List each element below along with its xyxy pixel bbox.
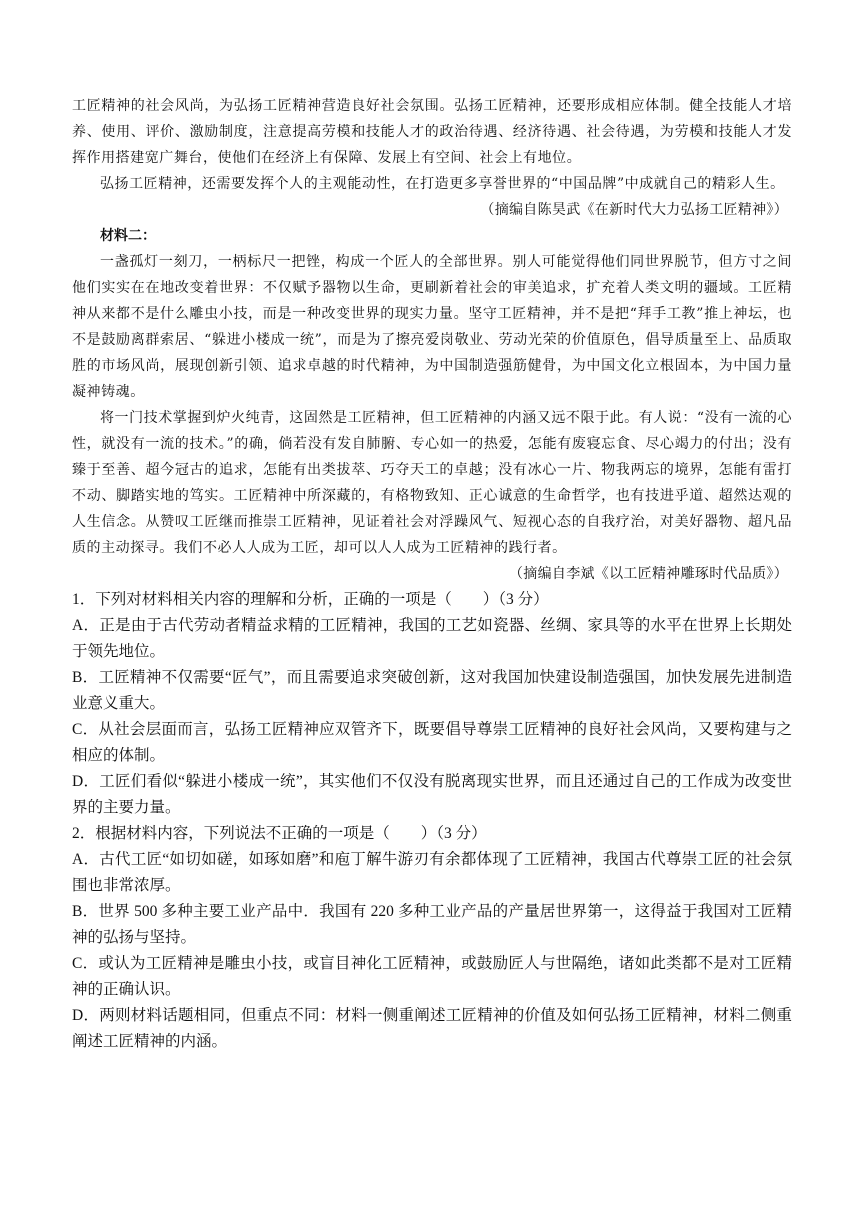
answer-option: B．世界 500 多种主要工业产品中．我国有 220 多种工业产品的产量居世界第一，这得益于我国对工匠精神的弘扬与坚持。 [72,903,792,946]
answer-option: A．古代工匠“如切如磋，如琢如磨”和庖丁解牛游刃有余都体现了工匠精神，我国古代尊崇工匠的社会氛围也非常浓厚。 [72,851,792,894]
answer-option: D．工匠们看似“躲进小楼成一统”，其实他们不仅没有脱离现实世界，而且还通过自己的工作成为改变世界的主要力量。 [72,773,792,816]
material-two-paragraph: 一盏孤灯一刻刀，一柄标尺一把锉，构成一个匠人的全部世界。别人可能觉得他们同世界脱节，但方寸之间他们实实在在地改变着世界：不仅赋予器物以生命，更刷新着社会的审美追求，扩充着人类文明的疆域。工匠精神从来都不是什么雕虫小技，而是一种改变世界的现实力量。坚守工匠精神，并不是把“拜手工教”推上神坛，也不是鼓励离群索居、“躲进小楼成一统”，而是为了擦亮爱岗敬业、劳动光荣的价值原色，倡导质量至上、品质取胜的市场风尚，展现创新引领、追求卓越的时代精神，为中国制造强筋健骨，为中国文化立根固本，为中国力量凝神铸魂。 [72,254,792,400]
answer-option: D．两则材料话题相同，但重点不同：材料一侧重阐述工匠精神的价值及如何弘扬工匠精神，材料二侧重阐述工匠精神的内涵。 [72,1007,792,1050]
material-one-paragraph: 弘扬工匠精神，还需要发挥个人的主观能动性，在打造更多享誉世界的“中国品牌”中成就自己的精彩人生。 [100,176,785,192]
question-stem: 1．下列对材料相关内容的理解和分析，正确的一项是（ ）（3 分） [72,591,549,608]
question-stem: 2．根据材料内容，下列说法不正确的一项是（ ）（3 分） [72,825,487,842]
material-one-paragraph: 工匠精神的社会风尚，为弘扬工匠精神营造良好社会氛围。弘扬工匠精神，还要形成相应体制。健全技能人才培养、使用、评价、激励制度，注意提高劳模和技能人才的政治待遇、经济待遇、社会待遇，为劳模和技能人才发挥作用搭建宽广舞台，使他们在经济上有保障、发展上有空间、社会上有地位。 [72,98,792,166]
document-page [72,93,792,1055]
question-block [72,587,792,821]
material-two-paragraph: 将一门技术掌握到炉火纯青，这固然是工匠精神，但工匠精神的内涵又远不限于此。有人说：“没有一流的心性，就没有一流的技术。”的确，倘若没有发自肺腑、专心如一的热爱，怎能有废寝忘食、尽心竭力的付出；没有臻于至善、超今冠古的追求，怎能有出类拔萃、巧夺天工的卓越；没有冰心一片、物我两忘的境界，怎能有雷打不动、脚踏实地的笃实。工匠精神中所深藏的，有格物致知、正心诚意的生命哲学，也有技进乎道、超然达观的人生信念。从赞叹工匠继而推崇工匠精神，见证着社会对浮躁风气、短视心态的自我疗治，对美好器物、超凡品质的主动探寻。我们不必人人成为工匠，却可以人人成为工匠精神的践行者。 [72,410,792,556]
material-heading: 材料二： [100,228,156,244]
answer-option: C．或认为工匠精神是雕虫小技，或盲目神化工匠精神，或鼓励匠人与世隔绝，诸如此类都不是对工匠精神的正确认识。 [72,955,792,998]
source-citation: （摘编自李斌《以工匠精神雕琢时代品质》） [509,566,788,582]
source-citation: （摘编自陈昊武《在新时代大力弘扬工匠精神》） [480,202,788,218]
answer-option: A．正是由于古代劳动者精益求精的工匠精神，我国的工艺如瓷器、丝绸、家具等的水平在世界上长期处于领先地位。 [72,617,792,660]
answer-option: B．工匠精神不仅需要“匠气”，而且需要追求突破创新，这对我国加快建设制造强国，加快发展先进制造业意义重大。 [72,669,792,712]
answer-option: C．从社会层面而言，弘扬工匠精神应双管齐下，既要倡导尊崇工匠精神的良好社会风尚，又要构建与之相应的体制。 [72,721,792,764]
question-block [72,821,792,1055]
